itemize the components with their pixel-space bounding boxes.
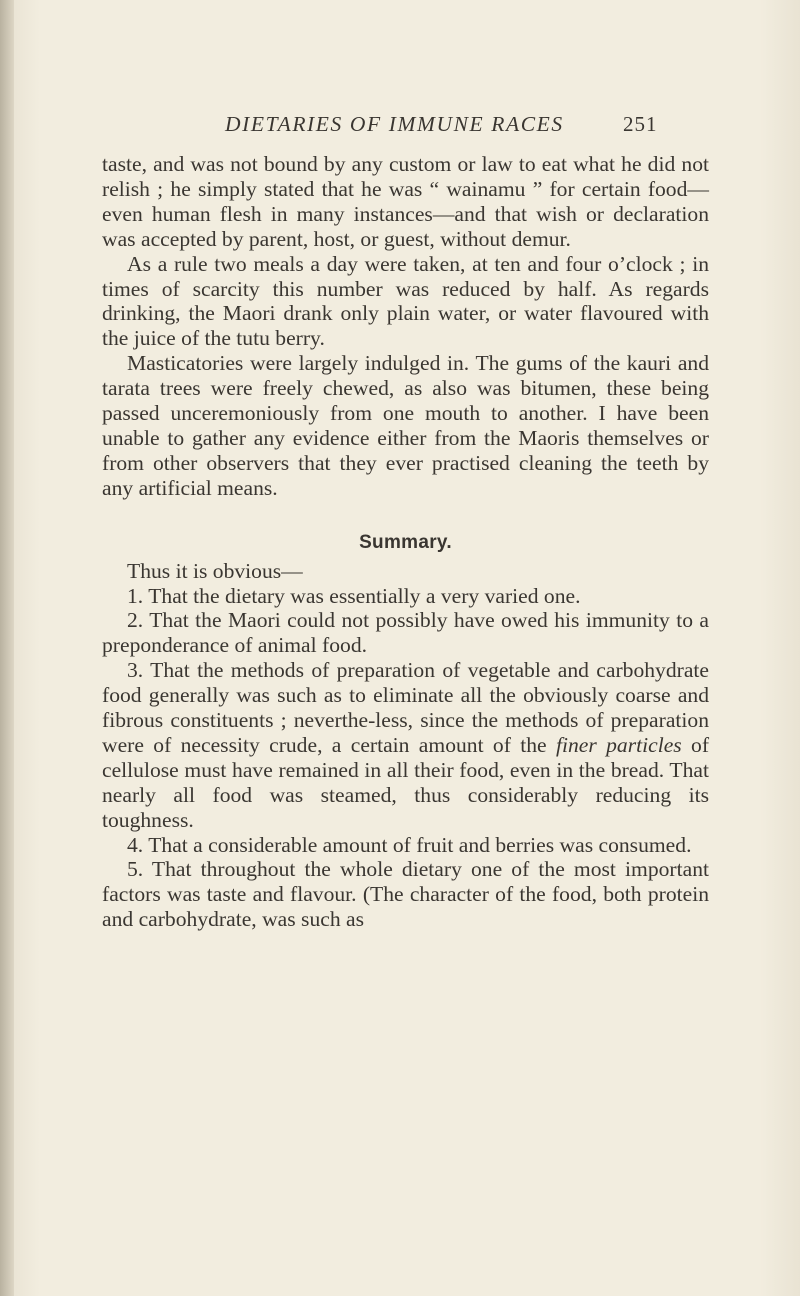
list-item-5: 5. That throughout the whole dietary one of the most important factors was taste and flavour. (The character of the food, both protein and carbohydrate, was such as [102,857,709,932]
paragraph-masticatories: Masticatories were largely indulged in. The gums of the kauri and tarata trees were freely chewed, as also was bitumen, these being passed unceremoniously from one mouth to another. I have been unable to gather any evidence either from the Maoris themselves or from other observers that they ever practised cleaning the teeth by any artificial means. [102,351,709,500]
list-item-3-text-b: of cellulose must have remained in all their food, even in the bread. That nearly all food was steamed, thus considerably reducing its toughness. [102,732,710,832]
list-item-1: 1. That the dietary was essentially a very varied one. [127,583,581,608]
binding-gutter [0,0,14,1296]
page-number: 251 [623,112,658,136]
paragraph-meals: As a rule two meals a day were taken, at ten and four o’clock ; in times of scarcity this number was reduced by half. As regards drinking, the Maori drank only plain water, or water flavoured with the juice of the tutu berry. [102,251,709,351]
list-item-2: 2. That the Maori could not possibly have owed his immunity to a preponderance of animal food. [102,608,709,658]
paragraph-intro: Thus it is obvious— [127,558,303,583]
list-item-3-text-a: 3. That the methods of preparation of vegetable and carbohydrate food generally was such as to eliminate all the obviously coarse and fibrous constituents ; neverthe-less, since the methods of preparation were of necessity crude, a certain amount of the [102,658,709,757]
paragraph-continued: taste, and was not bound by any custom or law to eat what he did not relish ; he simply stated that he was “ wainamu ” for certain food—even human flesh in many instances—and that wish or declaration was accepted by parent, host, or guest, without demur. [102,152,709,251]
section-heading-summary: Summary. [359,531,452,553]
list-item-3 [102,658,709,832]
list-item-4: 4. That a considerable amount of fruit and berries was consumed. [127,832,692,857]
italic-phrase: finer particles [555,732,682,757]
running-head: DIETARIES OF IMMUNE RACES [225,112,564,136]
body-text [102,152,709,932]
